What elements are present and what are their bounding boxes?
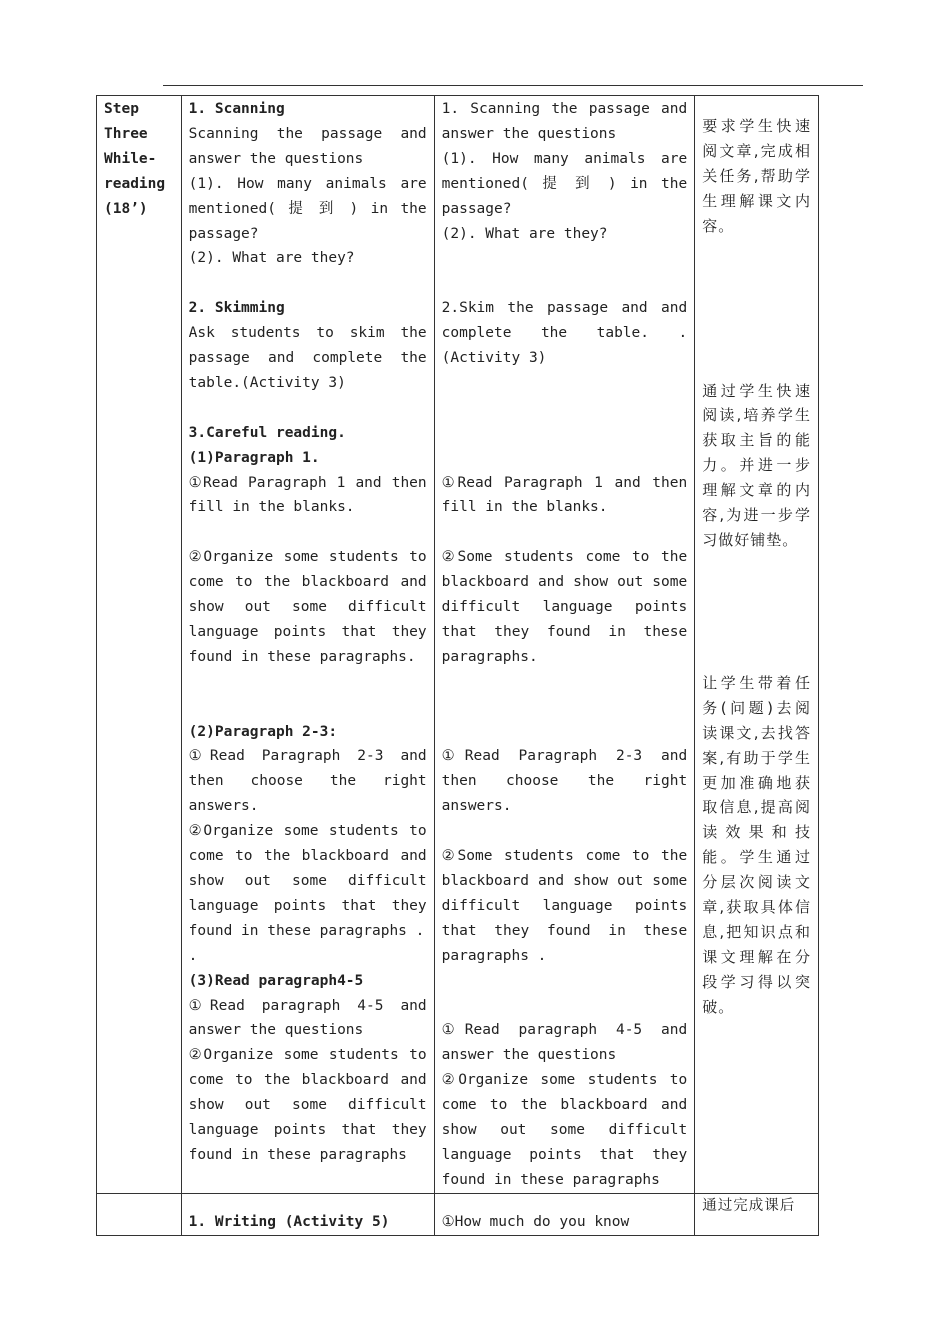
teacher-activity-cell: 1. Scanning Scanning the passage and answer the questions (1). How many animals are mentioned( 提 到 ) in the passage? (2). What are they? 2. Skimming Ask students to skim the passage and complete the table.(Activity 3) 3.Careful reading. (1)Paragraph 1. ①Read Paragraph 1 and then fill in the blanks. ②Organize some students to come to the blackboard and show out some difficult language points that they found in these paragraphs. (2)Paragraph 2-3: ①Read Paragraph 2-3 and then choose the right answers. ②Organize some students to come to the blackboard and show out some difficult language points that they found in these paragraphs . . (3)Read paragraph4-5 ①Read paragraph 4-5 and answer the questions ②Organize some students to come to the blackboard and show out some difficult language points that they found in these paragraphs: [181, 96, 434, 1194]
purpose-cell: [695, 96, 819, 1194]
lesson-plan-table: [96, 95, 819, 1236]
paragraph1-title: (1)Paragraph 1.: [188, 449, 320, 466]
bottom-step-cell: [97, 1193, 182, 1235]
bottom-student-cell: ①How much do you know: [434, 1193, 695, 1235]
writing-title: 1. Writing (Activity 5): [181, 1193, 434, 1235]
careful-reading-title: 3.Careful reading.: [188, 424, 346, 441]
bottom-purpose-cell: 通过完成课后: [695, 1193, 819, 1235]
student-activity-cell: 1. Scanning the passage and answer the questions (1). How many animals are mentioned( 提 到 ) in the passage? (2). What are they? 2.Skim the passage and and complete the table. . (Activity 3) ①Read Paragraph 1 and then fill in the blanks. ②Some students come to the blackboard and show out some difficult language points that they found in these paragraphs. ①Read Paragraph 2-3 and then choose the right answers. ②Some students come to the blackboard and show out some difficult language points that they found in these paragraphs . ①Read paragraph 4-5 and answer the questions ②Organize some students to come to the blackboard and show out some difficult language points that they found in these paragraphs: [434, 96, 695, 1194]
skimming-title: 2. Skimming: [188, 300, 285, 317]
step-cell: Step Three While- reading (18’): [97, 96, 182, 1194]
table-row: [97, 96, 819, 1194]
purpose-scanning: 要求学生快速阅文章,完成相关任务,帮助学生理解课文内容。: [702, 117, 811, 235]
purpose-skimming: 通过学生快速阅读,培养学生获取主旨的能力。并进一步理解文章的内容,为进一步学习做好铺垫。: [702, 381, 811, 549]
paragraph45-title: (3)Read paragraph4-5: [188, 972, 364, 989]
header-rule: [163, 85, 863, 86]
purpose-careful-reading: 让学生带着任务(问题)去阅读课文,去找答案,有助于学生更加准确地获取信息,提高阅读效果和技能。学生通过分层次阅读文章,获取具体信息,把知识点和课文理解在分段学习得以突破。: [702, 673, 811, 1016]
paragraph23-title: (2)Paragraph 2-3:: [188, 723, 338, 740]
scanning-title: 1. Scanning: [188, 101, 285, 117]
table-row: [97, 1193, 819, 1235]
